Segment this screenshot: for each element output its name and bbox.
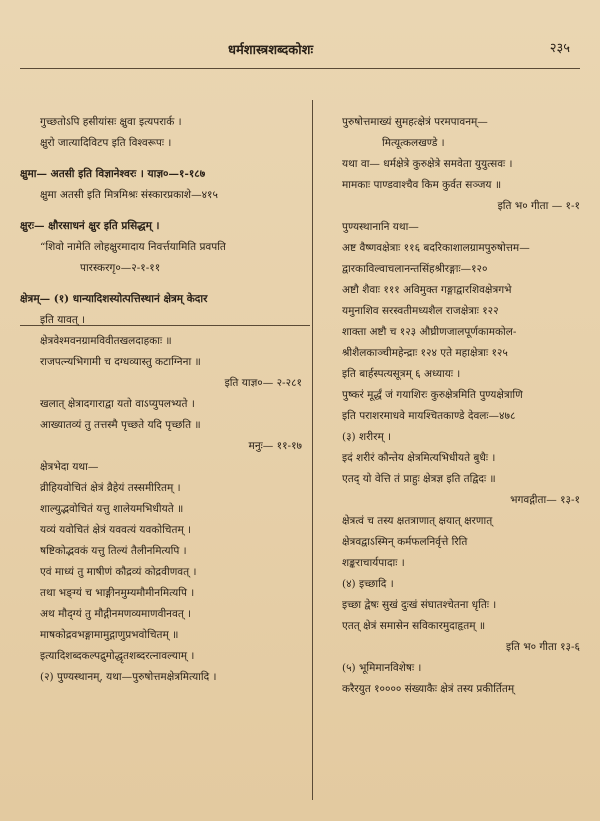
left-column-line: तथा भङ्ग्यं च भाङ्गीनमुम्यमौमीनमित्यपि ।	[40, 587, 195, 599]
left-column-line: क्षुरः— क्षौरसाधनं क्षुर इति प्रसिद्धम् ।	[20, 220, 160, 232]
right-column-line: इति बार्हस्पत्यसूत्रम् ६ अध्यायः ।	[342, 368, 461, 380]
right-column-line: करैरयुत १०००० संख्याकैः क्षेत्रं तस्य प्रकीर्तितम्	[342, 683, 515, 695]
right-column-line: इति भ० गीता १३-६	[506, 641, 580, 653]
left-column-line: अथ मौद्ग्यं तु मौद्गीनमणव्यमाणवीनवत् ।	[40, 608, 192, 620]
right-column-line: पुरुषोत्तमाख्यं सुमहत्क्षेत्रं परमपावनम्—	[342, 116, 488, 128]
right-column-line: मित्यूत्कलखण्डे ।	[382, 137, 445, 149]
left-column	[20, 112, 306, 688]
right-column-line: अष्ट वैष्णवक्षेत्राः ११६ बदरिकाशालग्रामपुरुषोत्तम—	[342, 242, 530, 254]
left-column-line: इति यावत् ।	[40, 314, 86, 326]
right-column-line: इति पराशरमाधवे मायश्चितकाण्डे देवलः—४७८	[342, 410, 516, 422]
page-header	[0, 40, 600, 64]
spacer	[20, 206, 306, 216]
left-column-line: यव्यं यवोचितं क्षेत्रं यववत्यं यवकोचितम् ।	[40, 524, 192, 536]
left-column-line: इत्यादिशब्दकल्पद्रुमोद्धृतशब्दरत्नावल्याम् ।	[40, 650, 195, 662]
left-column-line: गुच्छतोऽपि हसीयांसः क्षुवा इत्यपरार्क ।	[40, 116, 182, 128]
left-column-line: क्षेत्रम्— (१) धान्यादिशस्योत्पत्तिस्थानं क्षेत्रम् केदार	[20, 293, 208, 305]
right-column-line: शङ्कराचार्यपादाः ।	[342, 557, 405, 569]
left-column-line: खलात् क्षेत्रादगाराद्वा यतो वाऽप्युपलभ्यते ।	[40, 398, 195, 410]
page-number: २३५	[549, 41, 570, 56]
left-column-line: राजपत्न्यभिगामी च दग्धव्यास्तु कटाग्निना ॥	[40, 356, 201, 368]
left-column-line: माषकोद्रवभङ्गामामुद्गाणुप्रभवोचितम् ॥	[40, 629, 179, 641]
right-column-line: इच्छा द्वेषः सुखं दुःखं संघातश्चेतना धृतिः ।	[342, 599, 497, 611]
right-column-line: एतद् यो वेत्ति तं प्राहुः क्षेत्रज्ञ इति तद्विदः ॥	[342, 473, 496, 485]
right-column-line: श्रीशैलकाञ्चीमहेन्द्राः १२४ एते महाक्षेत्राः १२५	[342, 347, 508, 359]
right-column-line: यथा वा— धर्मक्षेत्रे कुरुक्षेत्रे समवेता युयुत्सवः ।	[342, 158, 513, 170]
left-column-line: क्षुमा अतसी इति मित्रमिश्रः संस्कारप्रकाशे—४१५	[40, 189, 218, 201]
left-column-line: “शिवो नामेति लोहक्षुरमादाय निवर्त्तयामिति प्रवपति	[40, 241, 226, 253]
right-column-line: भगवद्गीता— १३-१	[510, 494, 580, 506]
left-column-line: आख्यातव्यं तु तत्तस्मै पृच्छते यदि पृच्छति ॥	[40, 419, 201, 431]
right-column-line: मामकाः पाण्डवाश्चैव किम कुर्वत सञ्जय ॥	[342, 179, 502, 191]
right-column-line: क्षेत्रत्वं च तस्य क्षतत्राणात् क्षयात् क्षरणात्	[342, 515, 493, 527]
left-column-line: इति याज्ञ०— २-२८१	[224, 377, 302, 389]
left-column-line: (२) पुण्यस्थानम्, यथा—पुरुषोत्तमक्षेत्रमित्यादि ।	[40, 671, 217, 683]
right-column-line: पुष्करं मूर्द्धं जं गयाशिरः कुरुक्षेत्रमिति पुण्यक्षेत्राणि	[342, 389, 523, 401]
right-column-line: यमुनाशिव सरस्वतीमध्यशैल राजक्षेत्राः १२२	[342, 305, 499, 317]
left-column-line: क्षुरो जात्यादिविटप इति विश्वरूपः ।	[40, 137, 172, 149]
right-column-line: अष्टौ शैवाः १११ अविमुक्त गङ्गाद्वारशिवक्षेत्रगभे	[342, 284, 512, 296]
left-column-line: षष्टिकोद्भवकं यत्तु तिल्यं तैलीनमित्यपि ।	[40, 545, 187, 557]
running-title: धर्मशास्त्रशब्दकोशः	[228, 43, 314, 58]
left-column-line: शाल्युद्भवोचितं यत्तु शालेयमभिधीयते ॥	[40, 503, 184, 515]
right-column-line: (४) इच्छादि ।	[342, 578, 394, 590]
left-column-line: पारस्करगृ०—२-१-११	[80, 262, 161, 274]
right-column-line: इति भ० गीता — १-१	[497, 200, 580, 212]
right-column	[322, 112, 584, 700]
left-column-line: क्षेत्रभेदा यथा—	[40, 461, 99, 473]
left-column-line: क्षुमा— अतसी इति विज्ञानेश्वरः । याज्ञ०—१-१८७	[20, 168, 206, 180]
right-column-line: पुण्यस्थानानि यथा—	[342, 221, 419, 233]
right-column-line: क्षेत्रवद्वाऽस्मिन् कर्मफलनिर्वृत्ते रिति	[342, 536, 468, 548]
spacer	[20, 279, 306, 289]
spacer	[20, 154, 306, 164]
right-column-line: शाक्ता अष्टौ च १२३ औघ्रीणजालपूर्णकामकोल-	[342, 326, 517, 338]
right-column-line: एतत् क्षेत्रं समासेन सविकारमुदाहृतम् ॥	[342, 620, 486, 632]
right-column-line: (५) भूमिमानविशेषः ।	[342, 662, 422, 674]
right-column-line: (३) शरीरम् ।	[342, 431, 392, 443]
left-column-line: मनुः— ११-१७	[248, 440, 302, 452]
column-divider	[312, 100, 313, 800]
left-column-line: व्रीहियवोचितं क्षेत्रं व्रैहेयं तस्समीरितम् ।	[40, 482, 181, 494]
header-rule	[20, 68, 580, 69]
left-column-line: क्षेत्रवेश्मवनग्रामविवीतखलदाहकाः ॥	[40, 335, 172, 347]
right-column-line: इदं शरीरं कौन्तेय क्षेत्रमित्यभिधीयते बुधैः ।	[342, 452, 496, 464]
left-column-line: एवं माध्यं तु माषीणं कौद्रव्यं कोद्रवीणवत् ।	[40, 566, 197, 578]
right-column-line: द्वारकाविल्वाचलानन्तसिंहश्रीरङ्गाः—१२०	[342, 263, 488, 275]
